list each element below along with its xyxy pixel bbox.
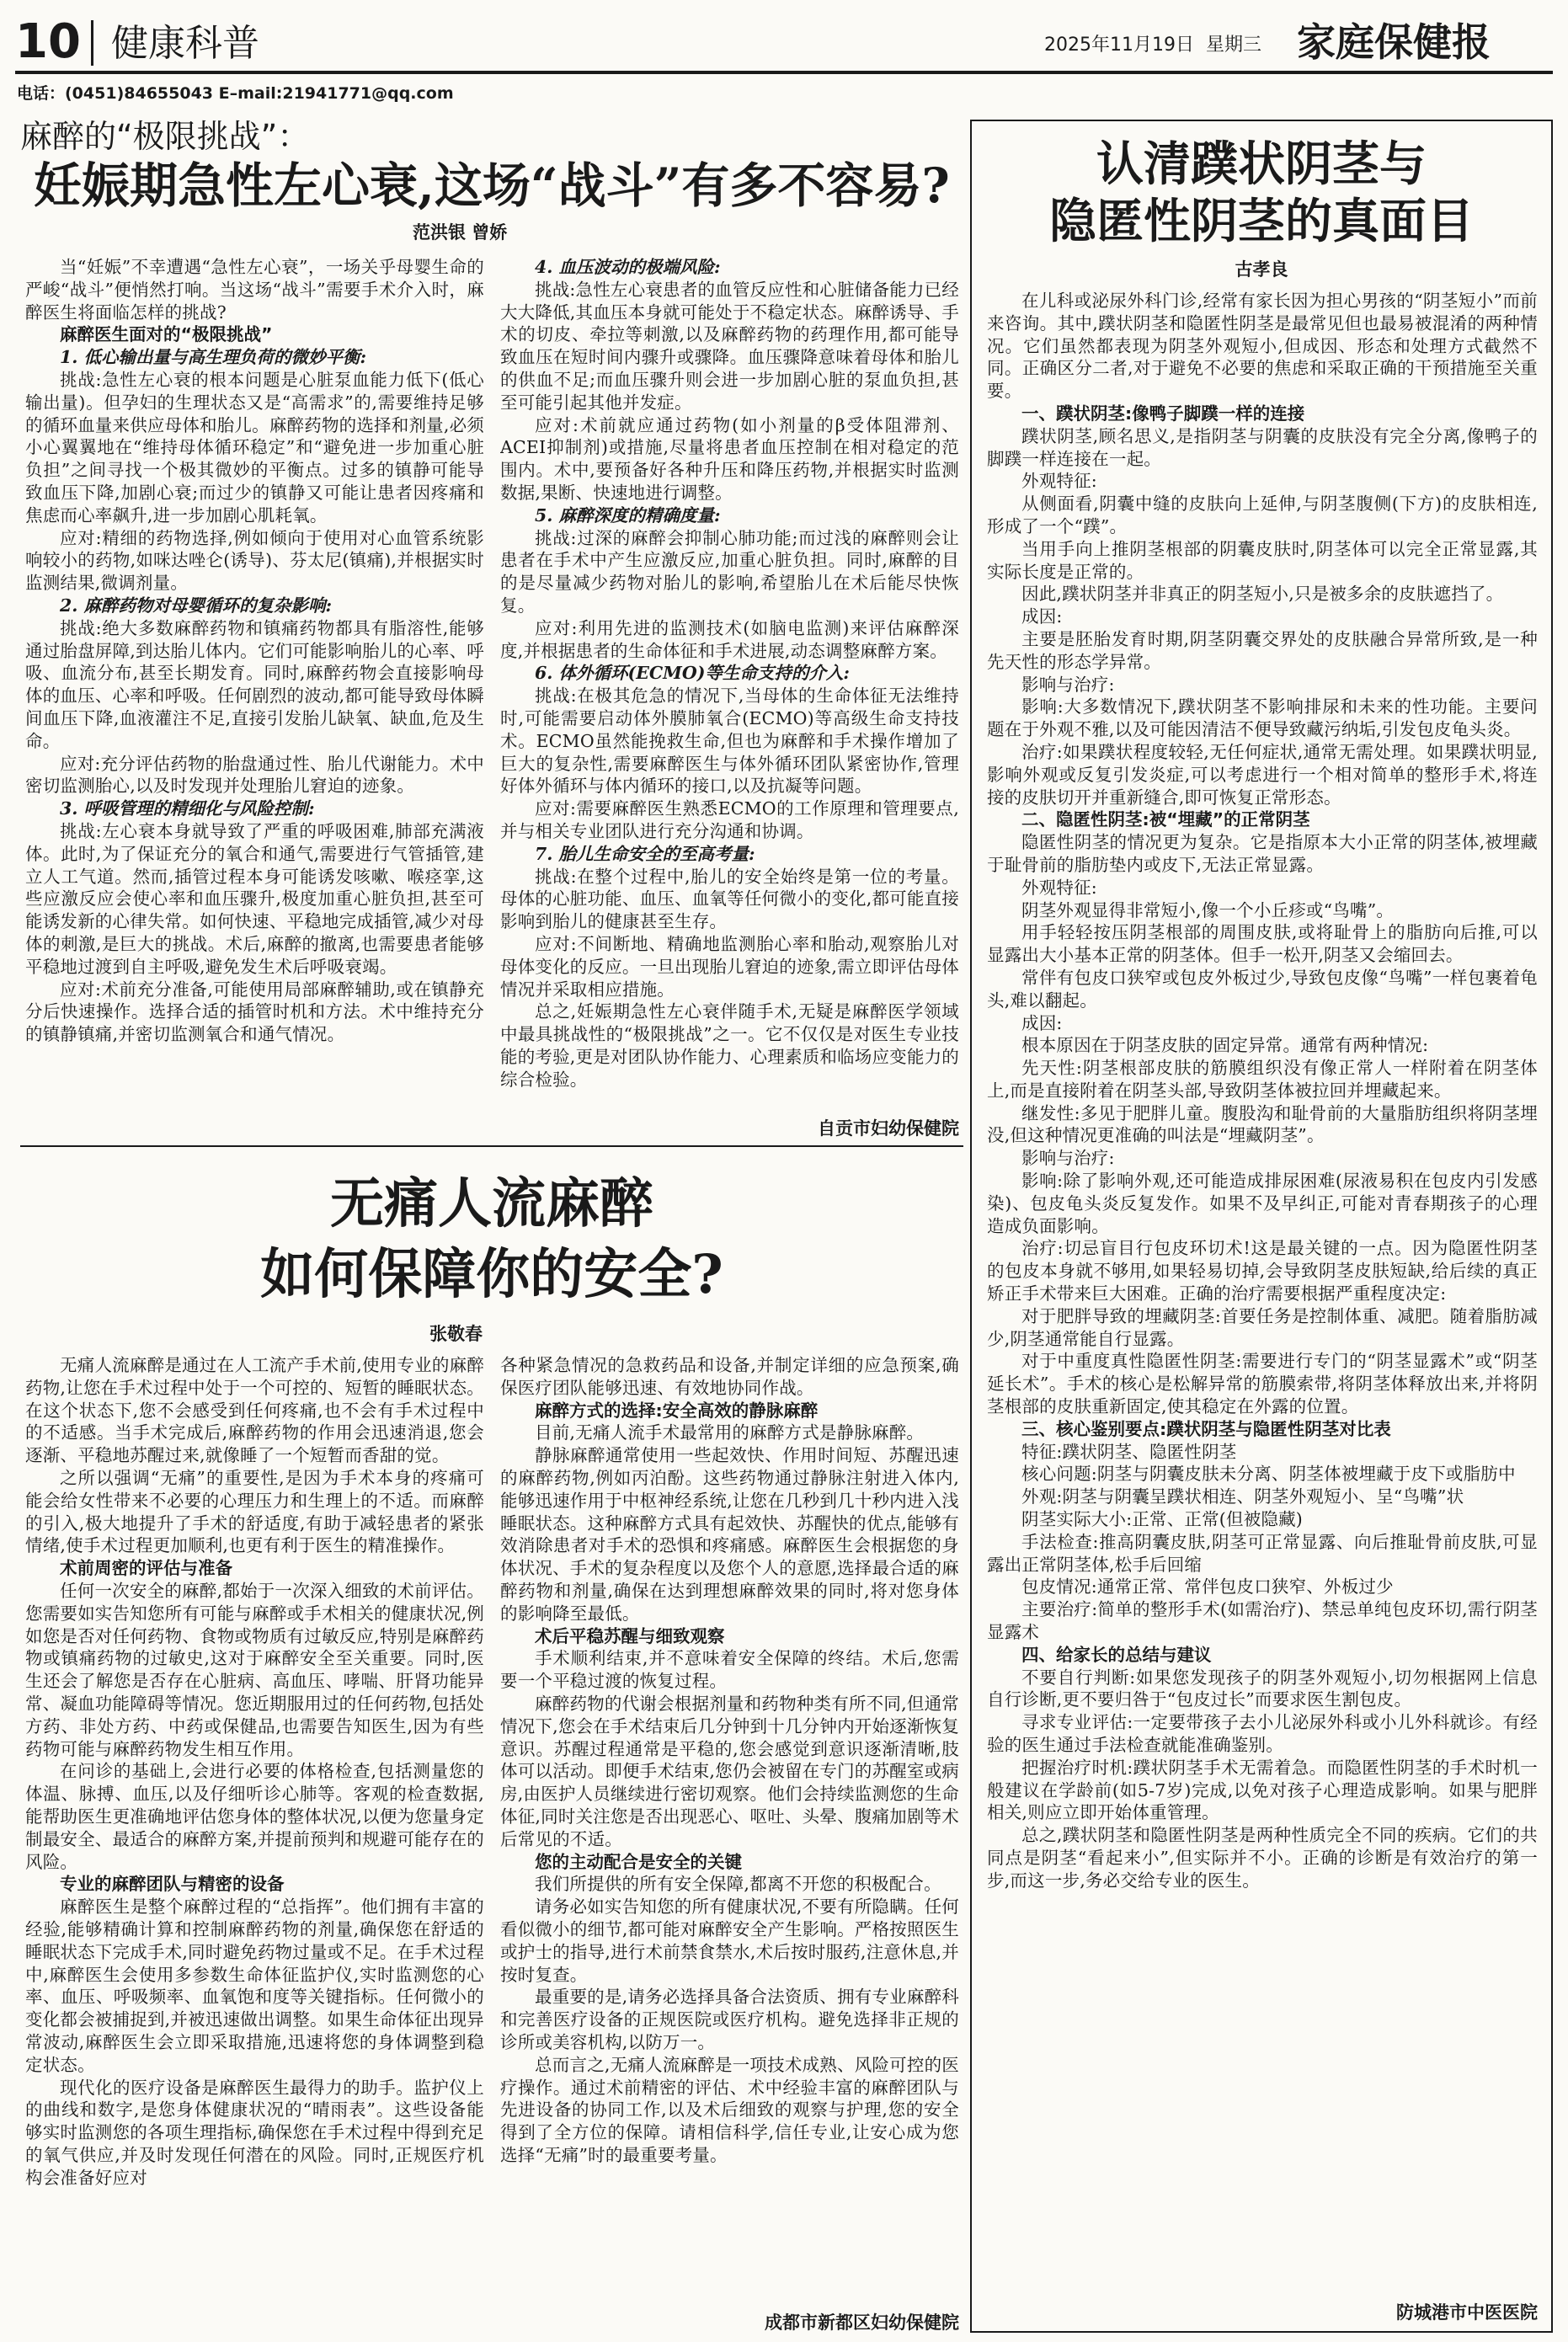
paragraph: 总之,妊娠期急性左心衰伴随手术,无疑是麻醉医学领域中最具挑战性的“极限挑战”之一。它不仅仅是对医生专业技能的考验,更是对团队协作能力、心理素质和临场应变能力的综合检验。 — [500, 1001, 959, 1090]
article2-column-1 — [25, 1354, 484, 2338]
article3-org: 防城港市中医医院 — [1396, 2302, 1538, 2323]
paragraph: 应对:需要麻醉医生熟悉ECMO的工作原理和管理要点,并与相关专业团队进行充分沟通和协调。 — [500, 798, 959, 841]
paragraph: 先天性:阴茎根部皮肤的筋膜组织没有像正常人一样附着在阴茎体上,而是直接附着在阴茎头部,导致阴茎体被拉回并埋藏起来。 — [987, 1058, 1538, 1101]
paragraph: 主要治疗:简单的整形手术(如需治疗)、禁忌单纯包皮环切,需行阴茎显露术 — [987, 1599, 1538, 1643]
numbered-subheading: 3. 呼吸管理的精细化与风险控制: — [60, 798, 315, 819]
paragraph: 静脉麻醉通常使用一些起效快、作用时间短、苏醒迅速的麻醉药物,例如丙泊酚。这些药物通过静脉注射进入体内,能够迅速作用于中枢神经系统,让您在几秒到几十秒内进入浅睡眠状态。这种麻醉方式具有起效快、苏醒快的优点,能够有效消除患者对手术的恐惧和疼痛感。麻醉医生会根据您的身体状况、手术的复杂程度以及您个人的意愿,选择最合适的麻醉药物和剂量,确保在达到理想麻醉效果的同时,将对您身体的影响降至最低。 — [500, 1445, 959, 1624]
paragraph: 把握治疗时机:蹼状阴茎手术无需着急。而隐匿性阴茎的手术时机一般建议在学龄前(如5-7岁)完成,以免对孩子心理造成影响。如果与肥胖相关,则应立即开始体重管理。 — [987, 1757, 1538, 1823]
article2-org: 成都市新都区妇幼保健院 — [765, 2313, 959, 2333]
paragraph: 任何一次安全的麻醉,都始于一次深入细致的术前评估。您需要如实告知您所有可能与麻醉或手术相关的健康状况,例如您是否对任何药物、食物或物质有过敏反应,特别是麻醉药物或镇痛药物的过敏史,这对于麻醉安全至关重要。同时,医生还会了解您是否存在心脏病、高血压、哮喘、肝肾功能异常、凝血功能障碍等情况。您近期服用过的任何药物,包括处方药、非处方药、中药或保健品,也需要告知医生,因为有些药物可能与麻醉药物发生相互作用。 — [25, 1580, 484, 1759]
paragraph: 继发性:多见于肥胖儿童。腹股沟和耻骨前的大量脂肪组织将阴茎埋没,但这种情况更准确的叫法是“埋藏阴茎”。 — [987, 1102, 1538, 1146]
paragraph: 手法检查:推高阴囊皮肤,阴茎可正常显露、向后推耻骨前皮肤,可显露出正常阴茎体,松手后回缩 — [987, 1531, 1538, 1575]
paragraph: 之所以强调“无痛”的重要性,是因为手术本身的疼痛可能会给女性带来不必要的心理压力和生理上的不适。而麻醉的引入,极大地提升了手术的舒适度,有助于减轻患者的紧张情绪,使手术过程更加顺利,也更有利于医生的精准操作。 — [25, 1467, 484, 1556]
paragraph: 对于中重度真性隐匿性阴茎:需要进行专门的“阴茎显露术”或“阴茎延长术”。手术的核心是松解异常的筋膜索带,将阴茎体释放出来,并将阴茎根部的皮肤重新固定,使其稳定在外露的位置。 — [987, 1351, 1538, 1417]
paragraph: 当“妊娠”不幸遭遇“急性左心衰”，一场关乎母婴生命的严峻“战斗”便悄然打响。当这场“战斗”需要手术介入时，麻醉医生将面临怎样的挑战? — [25, 257, 484, 323]
paragraph: 隐匿性阴茎的情况更为复杂。它是指原本大小正常的阴茎体,被埋藏于耻骨前的脂肪垫内或皮下,无法正常显露。 — [987, 832, 1538, 875]
paragraph: 应对:术前就应通过药物(如小剂量的β受体阻滞剂、ACEI抑制剂)或措施,尽量将患者血压控制在相对稳定的范围内。术中,要预备好各种升压和降压药物,并根据实时监测数据,果断、快速地进行调整。 — [500, 414, 959, 503]
weekday-text: 星期三 — [1205, 35, 1261, 56]
paragraph: 因此,蹼状阴茎并非真正的阴茎短小,只是被多余的皮肤遮挡了。 — [1021, 584, 1504, 605]
paragraph: 根本原因在于阴茎皮肤的固定异常。通常有两种情况: — [1021, 1035, 1429, 1056]
article2-title-line2: 如何保障你的安全? — [260, 1243, 723, 1306]
paragraph: 核心问题:阴茎与阴囊皮肤未分离、阴茎体被埋藏于皮下或脂肪中 — [1021, 1464, 1516, 1485]
paragraph: 无痛人流麻醉是通过在人工流产手术前,使用专业的麻醉药物,让您在手术过程中处于一个可控的、短暂的睡眠状态。在这个状态下,您不会感受到任何疼痛,也不会有手术过程中的不适感。当手术完成后,麻醉药物的作用会迅速消退,您会逐渐、平稳地苏醒过来,就像睡了一个短暂而香甜的觉。 — [25, 1355, 484, 1466]
numbered-subheading: 6. 体外循环(ECMO)等生命支持的介入: — [535, 663, 850, 684]
paragraph: 外观特征: — [1021, 471, 1097, 492]
paragraph: 从侧面看,阴囊中缝的皮肤向上延伸,与阴茎腹侧(下方)的皮肤相连,形成了一个“蹼”。 — [987, 493, 1538, 536]
paragraph: 主要是胚胎发育时期,阴茎阴囊交界处的皮肤融合异常所致,是一种先天性的形态学异常。 — [987, 628, 1538, 672]
article1-author: 范洪银 曾娇 — [413, 222, 508, 243]
paragraph: 应对:不间断地、精确地监测胎心率和胎动,观察胎儿对母体变化的反应。一旦出现胎儿窘迫的迹象,需立即评估母体情况并采取相应措施。 — [500, 933, 959, 1000]
paragraph: 治疗:如果蹼状程度较轻,无任何症状,通常无需处理。如果蹼状明显,影响外观或反复引发炎症,可以考虑进行一个相对简单的整形手术,将连接的皮肤切开并重新缝合,即可恢复正常形态。 — [987, 741, 1538, 808]
article1-column-2 — [500, 256, 959, 1108]
paragraph: 影响与治疗: — [1021, 674, 1115, 695]
article1-title: 妊娠期急性左心衰,这场“战斗”有多不容易? — [34, 157, 950, 214]
article2-column-2 — [500, 1354, 959, 2304]
numbered-subheading: 5. 麻醉深度的精确度量: — [535, 504, 721, 525]
paragraph: 治疗:切忌盲目行包皮环切术!这是最关键的一点。因为隐匿性阴茎的包皮本身就不够用,如果轻易切掉,会导致阴茎皮肤短缺,给后续的真正矫正手术带来巨大困难。正确的治疗需要根据严重程度决定: — [987, 1238, 1538, 1304]
paragraph: 蹼状阴茎,顾名思义,是指阴茎与阴囊的皮肤没有完全分离,像鸭子的脚蹼一样连接在一起。 — [987, 425, 1538, 469]
subheading: 术后平稳苏醒与细致观察 — [535, 1625, 725, 1646]
subheading: 一、蹼状阴茎:像鸭子脚蹼一样的连接 — [1021, 403, 1305, 424]
paragraph: 挑战:急性左心衰患者的血管反应性和心脏储备能力已经大大降低,其血压本身就可能处于不稳定状态。麻醉诱导、手术的切皮、牵拉等刺激,以及麻醉药物的药理作用,都可能导致血压在短时间内骤升或骤降。血压骤降意味着母体和胎儿的供血不足;而血压骤升则会进一步加剧心脏的泵血负担,甚至可能引起其他并发症。 — [500, 279, 959, 413]
subheading: 二、隐匿性阴茎:被“埋藏”的正常阴茎 — [1021, 809, 1310, 830]
paragraph: 总之,蹼状阴茎和隐匿性阴茎是两种性质完全不同的疾病。它们的共同点是阴茎“看起来小”,但实际并不小。正确的诊断是有效治疗的第一步,而这一步,务必交给专业的医生。 — [987, 1825, 1538, 1891]
article3-title-line2: 隐匿性阴茎的真面目 — [1049, 194, 1474, 249]
paragraph: 麻醉药物的代谢会根据剂量和药物种类有所不同,但通常情况下,您会在手术结束后几分钟到十几分钟内开始逐渐恢复意识。苏醒过程通常是平稳的,您会感觉到意识逐渐清晰,肢体可以活动。即便手术结束,您仍会被留在专门的苏醒室或病房,由医护人员继续进行密切观察。他们会持续监测您的生命体征,同时关注您是否出现恶心、呕吐、头晕、腹痛加剧等术后常见的不适。 — [500, 1693, 959, 1849]
article2-author: 张敬春 — [429, 1324, 483, 1344]
paragraph: 寻求专业评估:一定要带孩子去小儿泌尿外科或小儿外科就诊。有经验的医生通过手法检查就能准确鉴别。 — [987, 1712, 1538, 1755]
paragraph: 在儿科或泌尿外科门诊,经常有家长因为担心男孩的“阴茎短小”而前来咨询。其中,蹼状阴茎和隐匿性阴茎是最常见但也最易被混淆的两种情况。它们虽然都表现为阴茎外观短小,但成因、形态和处理方式截然不同。正确区分二者,对于避免不必要的焦虑和采取正确的干预措施至关重要。 — [987, 291, 1538, 402]
paragraph: 阴茎外观显得非常短小,像一个小丘疹或“鸟嘴”。 — [1021, 899, 1395, 920]
paragraph: 用手轻轻按压阴茎根部的周围皮肤,或将耻骨上的脂肪向后推,可以显露出大小基本正常的阴茎体。但手一松开,阴茎又会缩回去。 — [987, 922, 1538, 966]
paragraph: 应对:充分评估药物的胎盘通过性、胎儿代谢能力。术中密切监测胎心,以及时发现并处理胎儿窘迫的迹象。 — [25, 753, 484, 797]
article1-kicker: 麻醉的“极限挑战”： — [20, 118, 310, 155]
numbered-subheading: 7. 胎儿生命安全的至高考量: — [535, 843, 755, 864]
issue-date — [1044, 30, 1261, 56]
paragraph: 挑战:绝大多数麻醉药物和镇痛药物都具有脂溶性,能够通过胎盘屏障,到达胎儿体内。它们可能影响胎儿的心率、呼吸、血流分布,甚至长期发育。同时,麻醉药物会直接影响母体的血压、心率和呼吸。任何剧烈的波动,都可能导致母体瞬间血压下降,血液灌注不足,直接引发胎儿缺氧、缺血,危及生命。 — [25, 617, 484, 751]
paragraph: 挑战:在整个过程中,胎儿的安全始终是第一位的考量。母体的心脏功能、血压、血氧等任何微小的变化,都可能直接影响到胎儿的健康甚至生存。 — [500, 866, 959, 932]
subheading: 您的主动配合是安全的关键 — [535, 1851, 742, 1872]
paragraph: 当用手向上推阴茎根部的阴囊皮肤时,阴茎体可以完全正常显露,其实际长度是正常的。 — [987, 538, 1538, 582]
paragraph: 应对:精细的药物选择,例如倾向于使用对心血管系统影响较小的药物,如咪达唑仑(诱导)、芬太尼(镇痛),并根据实时监测结果,微调剂量。 — [25, 527, 484, 594]
subheading: 四、给家长的总结与建议 — [1021, 1644, 1212, 1665]
paragraph: 影响:除了影响外观,还可能造成排尿困难(尿液易积在包皮内引发感染)、包皮龟头炎反复发作。如果不及早纠正,可能对青春期孩子的心理造成负面影响。 — [987, 1171, 1538, 1236]
paragraph: 各种紧急情况的急救药品和设备,并制定详细的应急预案,确保医疗团队能够迅速、有效地协同作战。 — [500, 1355, 959, 1398]
paragraph: 成因: — [1021, 606, 1063, 627]
paragraph: 外观特征: — [1021, 877, 1097, 898]
section-title: 健康科普 — [111, 22, 259, 65]
paragraph: 挑战:左心衰本身就导致了严重的呼吸困难,肺部充满液体。此时,为了保证充分的氧合和通气,需要进行气管插管,建立人工气道。然而,插管过程本身可能诱发咳嗽、喉痉挛,这些应激反应会使心率和血压骤升,极度加重心脏负担,甚至可能诱发新的心律失常。如何快速、平稳地完成插管,减少对母体的刺激,是巨大的挑战。术后,麻醉的撤离,也需要患者能够平稳地过渡到自主呼吸,避免发生术后呼吸衰竭。 — [25, 820, 484, 977]
article3-body — [987, 290, 1538, 2284]
paragraph: 最重要的是,请务必选择具备合法资质、拥有专业麻醉科和完善医疗设备的正规医院或医疗机构。避免选择非正规的诊所或美容机构,以防万一。 — [500, 1987, 959, 2052]
paragraph: 阴茎实际大小:正常、正常(但被隐藏) — [1021, 1509, 1304, 1530]
article1-org: 自贡市妇幼保健院 — [818, 1118, 959, 1139]
paragraph: 特征:蹼状阴茎、隐匿性阴茎 — [1021, 1441, 1237, 1462]
paragraph: 麻醉医生是整个麻醉过程的“总指挥”。他们拥有丰富的经验,能够精确计算和控制麻醉药物的剂量,确保您在舒适的睡眠状态下完成手术,同时避免药物过量或不足。在手术过程中,麻醉医生会使用多参数生命体征监护仪,实时监测您的心率、血压、呼吸频率、血氧饱和度等关键指标。任何微小的变化都会被捕捉到,并被迅速做出调整。如果生命体征出现异常波动,麻醉医生会立即采取措施,迅速将您的身体调整到稳定状态。 — [25, 1897, 484, 2075]
article2-title-line1: 无痛人流麻醉 — [330, 1172, 653, 1235]
paragraph: 应对:利用先进的监测技术(如脑电监测)来评估麻醉深度,并根据患者的生命体征和手术进展,动态调整麻醉方案。 — [500, 617, 959, 661]
paragraph: 挑战:急性左心衰的根本问题是心脏泵血能力低下(低心输出量)。但孕妇的生理状态又是“高需求”的,需要维持足够的循环血量来供应母体和胎儿。麻醉药物的选择和剂量,必须小心翼翼地在“维持母体循环稳定”和“避免进一步加重心脏负担”之间寻找一个极其微妙的平衡点。过多的镇静可能导致血压下降,加剧心衰;而过少的镇静又可能让患者因疼痛和焦虑而心率飙升,进一步加剧心肌耗氧。 — [25, 369, 484, 525]
paragraph: 在问诊的基础上,会进行必要的体格检查,包括测量您的体温、脉搏、血压,以及仔细听诊心肺等。客观的检查数据,能帮助医生更准确地评估您身体的整体状况,以便为您量身定制最安全、最适合的麻醉方案,并提前预判和规避可能存在的风险。 — [25, 1761, 484, 1872]
paragraph: 成因: — [1021, 1012, 1063, 1033]
subheading: 麻醉医生面对的“极限挑战” — [60, 324, 273, 345]
paragraph: 不要自行判断:如果您发现孩子的阴茎外观短小,切勿根据网上信息自行诊断,更不要归咎于“包皮过长”而要求医生割包皮。 — [987, 1667, 1538, 1710]
subheading: 术前周密的评估与准备 — [60, 1558, 232, 1579]
paragraph: 影响:大多数情况下,蹼状阴茎不影响排尿和未来的性功能。主要问题在于外观不雅,以及可能因清洁不便导致藏污纳垢,引发包皮龟头炎。 — [987, 696, 1538, 740]
paper-name: 家庭保健报 — [1297, 19, 1491, 65]
paragraph: 对于肥胖导致的埋藏阴茎:首要任务是控制体重、减肥。随着脂肪减少,阴茎通常能自行显露。 — [987, 1305, 1538, 1349]
paragraph: 请务必如实告知您的所有健康状况,不要有所隐瞒。任何看似微小的细节,都可能对麻醉安全产生影响。严格按照医生或护士的指导,进行术前禁食禁水,术后按时服药,注意休息,并按时复查。 — [500, 1897, 959, 1985]
header-rule — [15, 71, 1553, 74]
article-separator — [20, 1145, 963, 1147]
paragraph: 手术顺利结束,并不意味着安全保障的终结。术后,您需要一个平稳过渡的恢复过程。 — [500, 1648, 959, 1692]
paragraph: 包皮情况:通常正常、常伴包皮口狭窄、外板过少 — [1021, 1576, 1394, 1598]
paragraph: 目前,无痛人流手术最常用的麻醉方式是静脉麻醉。 — [535, 1422, 925, 1443]
subheading: 专业的麻醉团队与精密的设备 — [60, 1874, 285, 1895]
date-text: 2025年11月19日 — [1044, 35, 1194, 56]
article3-author: 古孝良 — [1235, 259, 1288, 280]
paragraph: 应对:术前充分准备,可能使用局部麻醉辅助,或在镇静充分后快速操作。选择合适的插管时机和方法。术中维持充分的镇静镇痛,并密切监测氧合和通气情况。 — [25, 979, 484, 1045]
paragraph: 总而言之,无痛人流麻醉是一项技术成熟、风险可控的医疗操作。通过术前精密的评估、术中经验丰富的麻醉团队与先进设备的协同工作,以及术后细致的观察与护理,您的安全得到了全方位的保障。请相信科学,信任专业,让安心成为您选择“无痛”时的最重要考量。 — [500, 2054, 959, 2165]
contact-line: 电话：(0451)84655043 E–mail:21941771@qq.com — [17, 84, 454, 103]
paragraph: 我们所提供的所有安全保障,都离不开您的积极配合。 — [535, 1874, 941, 1895]
subheading: 麻醉方式的选择:安全高效的静脉麻醉 — [535, 1400, 819, 1421]
paragraph: 挑战:在极其危急的情况下,当母体的生命体征无法维持时,可能需要启动体外膜肺氧合(ECMO)等高级生命支持技术。ECMO虽然能挽救生命,但也为麻醉和手术操作增加了巨大的复杂性,需要麻醉医生与体外循环团队紧密协作,管理好体外循环与体内循环的接口,以及抗凝等问题。 — [500, 686, 959, 797]
subheading: 三、核心鉴别要点:蹼状阴茎与隐匿性阴茎对比表 — [1021, 1418, 1391, 1439]
paragraph: 外观:阴茎与阴囊呈蹼状相连、阴茎外观短小、呈“鸟嘴”状 — [1021, 1486, 1464, 1507]
paragraph: 现代化的医疗设备是麻醉医生最得力的助手。监护仪上的曲线和数字,是您身体健康状况的“晴雨表”。这些设备能够实时监测您的各项生理指标,确保您在手术过程中得到充足的氧气供应,并及时发现任何潜在的风险。同时,正规医疗机构会准备好应对 — [25, 2077, 484, 2188]
paragraph: 挑战:过深的麻醉会抑制心肺功能;而过浅的麻醉则会让患者在手术中产生应激反应,加重心脏负担。同时,麻醉的目的是尽量减少药物对胎儿的影响,希望胎儿在术后能尽快恢复。 — [500, 527, 959, 616]
numbered-subheading: 2. 麻醉药物对母婴循环的复杂影响: — [60, 595, 333, 616]
numbered-subheading: 1. 低心输出量与高生理负荷的微妙平衡: — [60, 347, 367, 368]
paragraph: 常伴有包皮口狭窄或包皮外板过少,导致包皮像“鸟嘴”一样包裹着龟头,难以翻起。 — [987, 967, 1538, 1011]
article1-column-1 — [25, 256, 484, 1142]
page-number: 10 — [15, 14, 81, 69]
paragraph: 影响与治疗: — [1021, 1148, 1115, 1169]
numbered-subheading: 4. 血压波动的极端风险: — [535, 257, 721, 277]
article3-title-line1: 认清蹼状阴茎与 — [1096, 136, 1427, 192]
header-divider — [91, 20, 93, 66]
